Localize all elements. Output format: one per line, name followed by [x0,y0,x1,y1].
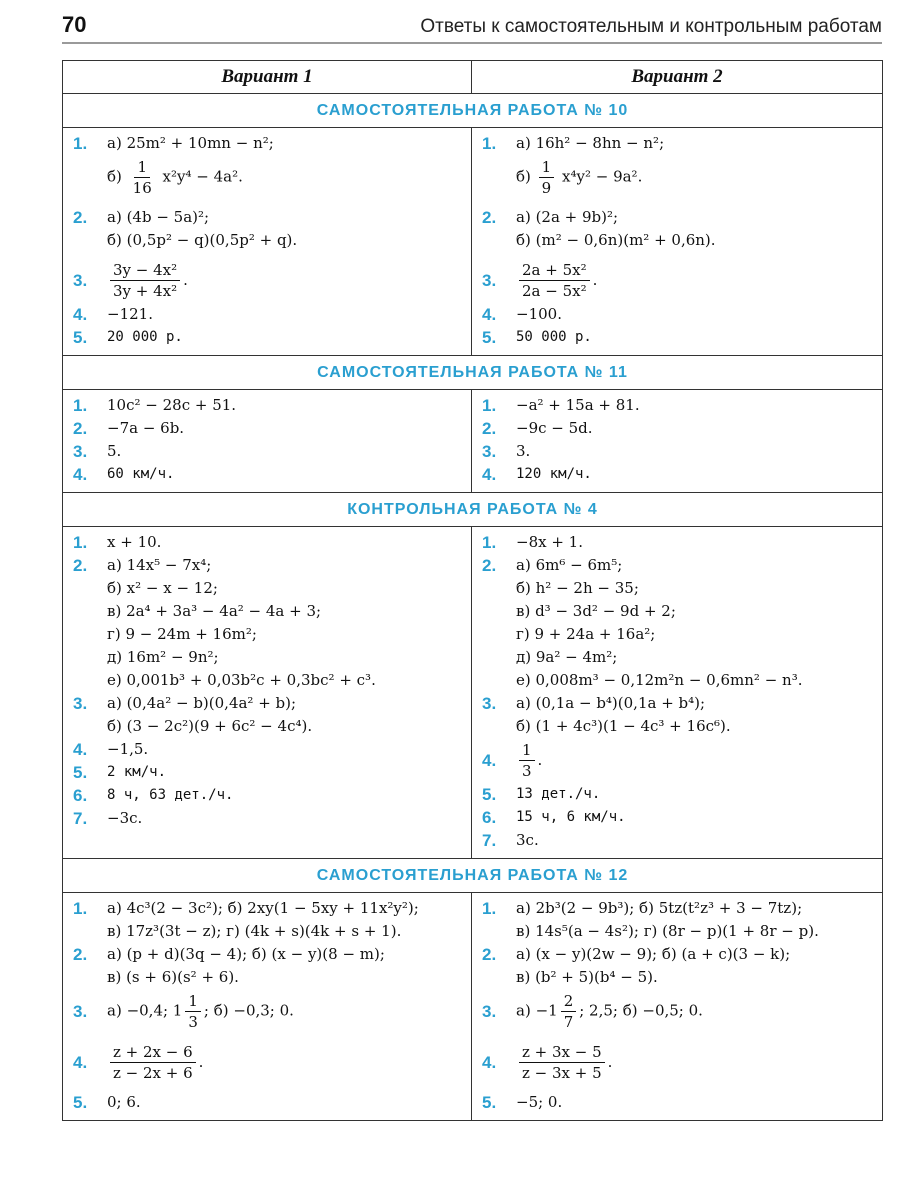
answer-line [516,155,872,200]
item-number: 4. [482,751,497,770]
answer-item [482,989,872,1034]
numerator: 1 [185,991,201,1012]
item-number: 4. [73,465,88,484]
answer-line: −100. [516,305,562,323]
answer-line: 20 000 р. [107,329,183,345]
answer-line: а) 4c³(2 − 3c²); б) 2xy(1 − 5xy + 11x²y²); [107,899,419,917]
answer-line: 0; 6. [107,1093,141,1111]
answer-prefix: б) [107,167,122,186]
answer-line: 3. [516,442,531,460]
item-number: 4. [482,465,497,484]
answer-item [73,394,461,417]
answer-line: 3c. [516,831,539,849]
answer-item [73,463,461,486]
answer-line: а) 2b³(2 − 9b³); б) 5tz(t²z³ + 3 − 7tz); [516,899,803,917]
s12-variant-2 [472,893,883,1121]
s10-variant-1 [63,128,472,356]
answer-line: 8 ч, 63 дет./ч. [107,787,234,803]
answer-item [482,829,872,852]
answer-line: е) 0,001b³ + 0,03b²c + 0,3bc² + c³. [107,671,376,689]
answer-item: 4. $\frac{1}{3}$ . [482,741,543,780]
answer-item [73,303,461,326]
item-number: 3. [482,694,497,713]
answer-item [73,132,461,200]
item-number: 6. [482,808,497,827]
answer-item [482,440,872,463]
fraction [519,740,535,781]
item-number: 3. [73,271,88,290]
fraction [110,260,180,301]
answer-item [482,692,872,738]
item-number: 3. [73,694,88,713]
answer-item [73,989,461,1034]
answer-line: б) (m² − 0,6n)(m² + 0,6n). [516,231,716,249]
k4-variant-2 [472,527,883,859]
answer-line: а) 6m⁶ − 6m⁵; [516,556,623,574]
numerator: 1 [519,740,535,761]
answer-item: 3. $\frac{\text{2a + 5x²}}{\text{2a − 5x²}}$ . [482,261,598,300]
fraction [130,157,155,198]
answer-line: д) 9a² − 4m²; [516,648,618,666]
item-number: 2. [73,208,88,227]
numerator: 1 [134,157,150,178]
answer-line: −121. [107,305,153,323]
answer-line: в) (s + 6)(s² + 6). [107,968,239,986]
answer-line: 2 км/ч. [107,764,167,780]
item-number: 6. [73,786,88,805]
denominator: 7 [563,1013,574,1031]
item-number: 7. [73,809,88,828]
item-number: 7. [482,831,497,850]
item-number: 2. [482,208,497,227]
answer-item [73,761,461,784]
answer-line: 120 км/ч. [516,466,592,482]
answer-item [482,394,872,417]
item-number: 3. [482,1002,497,1021]
answer-line: а) (2a + 9b)²; [516,208,619,226]
page-number: 70 [62,12,87,37]
answer-line: 10c² − 28c + 51. [107,396,237,414]
numerator: z + 3x − 5 [519,1042,605,1063]
answer-line: −3c. [107,809,143,827]
answer-item [73,738,461,761]
s10-variant-2 [472,128,883,356]
section-title-s11: САМОСТОЯТЕЛЬНАЯ РАБОТА № 11 [63,356,883,390]
answer-item [482,806,872,829]
denominator: z − 2x + 6 [113,1064,193,1082]
fraction [519,1042,605,1083]
item-number: 3. [482,271,497,290]
item-number: 5. [73,328,88,347]
answer-line: в) 14s⁵(a − 4s²); г) (8r − p)(1 + 8r − p). [516,922,819,940]
item-number: 3. [482,442,497,461]
answer-line: е) 0,008m³ − 0,12m²n − 0,6mn² − n³. [516,671,803,689]
answer-item [73,531,461,554]
answer-item [73,1091,461,1114]
fraction [519,260,590,301]
answer-line [107,989,294,1034]
page-header [62,12,882,44]
item-number: 2. [73,556,88,575]
item-number: 2. [73,945,88,964]
item-number: 1. [73,396,88,415]
s11-variant-1 [63,390,472,493]
item-number: 5. [73,763,88,782]
item-number: 4. [482,1053,497,1072]
answer-line [107,155,461,200]
answer-item [482,1091,872,1114]
answer-line: 60 км/ч. [107,466,175,482]
item-number: 1. [482,533,497,552]
item-number: 1. [73,899,88,918]
item-number: 1. [73,533,88,552]
answer-line: x + 10. [107,533,162,551]
answer-line: б) (0,5p² − q)(0,5p² + q). [107,231,298,249]
column-header-variant-2: Вариант 2 [472,61,883,94]
answer-item [482,206,872,252]
numerator: 2 [561,991,577,1012]
answer-line: д) 16m² − 9n²; [107,648,219,666]
answer-item [482,943,872,989]
answer-line: а) 14x⁵ − 7x⁴; [107,556,212,574]
item-number: 4. [73,1053,88,1072]
answer-line: а) (0,1a − b⁴)(0,1a + b⁴); [516,694,706,712]
numerator: 3y − 4x² [110,260,180,281]
answer-suffix: x⁴y² − 9a². [562,167,643,186]
answer-line [516,989,703,1034]
item-number: 2. [482,945,497,964]
answer-item [73,807,461,830]
answer-item [73,206,461,252]
answer-item [73,440,461,463]
answer-line: в) 17z³(3t − z); г) (4k + s)(4k + s + 1). [107,922,402,940]
answer-line: а) (4b − 5a)²; [107,208,210,226]
answer-line: 5. [107,442,122,460]
answer-line: −8x + 1. [516,533,583,551]
item-number: 3. [73,1002,88,1021]
section-title-k4: КОНТРОЛЬНАЯ РАБОТА № 4 [63,493,883,527]
denominator: 16 [132,179,152,197]
fraction [539,157,555,198]
answer-item [73,784,461,807]
answer-suffix: ; б) −0,3; 0. [203,1001,294,1020]
item-number: 1. [73,134,88,153]
answer-line: −9c − 5d. [516,419,593,437]
s12-variant-1 [63,893,472,1121]
answer-item [482,132,872,200]
answer-suffix: ; 2,5; б) −0,5; 0. [579,1001,703,1020]
answer-line: а) (x − y)(2w − 9); б) (a + c)(3 − k); [516,945,791,963]
numerator: 2a + 5x² [519,260,590,281]
answer-item [482,783,872,806]
fraction [561,991,577,1032]
answer-item [482,897,872,943]
section-title-s12: САМОСТОЯТЕЛЬНАЯ РАБОТА № 12 [63,859,883,893]
answer-item [482,463,872,486]
answer-prefix: а) −1 [516,1001,558,1020]
answer-line: б) (3 − 2c²)(9 + 6c² − 4c⁴). [107,717,313,735]
answer-item: 3. $\frac{\text{3y − 4x²}}{\text{3y + 4x²}}$ . [73,261,188,300]
answer-line: −7a − 6b. [107,419,185,437]
answer-item [482,417,872,440]
denominator: 3 [188,1013,198,1031]
answer-item [73,943,461,989]
item-number: 2. [482,419,497,438]
answers-table [62,60,883,1121]
answer-line: 13 дет./ч. [516,786,601,802]
fraction [185,991,201,1032]
answer-item [73,692,461,738]
answer-item [482,326,872,349]
item-number: 1. [482,899,497,918]
answer-suffix: x²y⁴ − 4a². [162,167,243,186]
item-number: 1. [482,396,497,415]
denominator: 3y + 4x² [113,282,178,300]
answer-item [482,531,872,554]
answer-prefix: б) [516,167,531,186]
item-number: 5. [482,785,497,804]
item-number: 3. [73,442,88,461]
section-title-s10: САМОСТОЯТЕЛЬНАЯ РАБОТА № 10 [63,94,883,128]
answer-line: а) 16h² − 8hn − n²; [516,134,665,152]
answer-line: −5; 0. [516,1093,563,1111]
answer-line: в) (b² + 5)(b⁴ − 5). [516,968,658,986]
answer-line: −a² + 15a + 81. [516,396,640,414]
item-number: 5. [73,1093,88,1112]
answer-line: а) (0,4a² − b)(0,4a² + b); [107,694,297,712]
answer-line: б) x² − x − 12; [107,579,218,597]
item-number: 1. [482,134,497,153]
answer-line: в) 2a⁴ + 3a³ − 4a² − 4a + 3; [107,602,322,620]
item-number: 4. [482,305,497,324]
s11-variant-2 [472,390,883,493]
item-number: 2. [482,556,497,575]
answer-item: 4. $\frac{z + 3x - 5}{z - 3x + 5}$ . [482,1043,613,1082]
answer-line: г) 9 + 24a + 16a²; [516,625,656,643]
k4-variant-1 [63,527,472,859]
answer-line: а) 25m² + 10mn − n²; [107,134,274,152]
answer-item [73,897,461,943]
answer-item [482,303,872,326]
column-header-variant-1: Вариант 1 [63,61,472,94]
numerator: z + 2x − 6 [110,1042,196,1063]
denominator: 9 [541,179,552,197]
answer-item [482,554,872,692]
item-number: 5. [482,1093,497,1112]
item-number: 4. [73,740,88,759]
answer-item: 4. $\frac{z + 2x - 6}{z - 2x + 6}$ . [73,1043,204,1082]
answer-line: б) (1 + 4c³)(1 − 4c³ + 16c⁶). [516,717,731,735]
answer-line: г) 9 − 24m + 16m²; [107,625,257,643]
answer-line: б) h² − 2h − 35; [516,579,639,597]
answer-prefix: а) −0,4; 1 [107,1001,183,1020]
answer-item [73,326,461,349]
answer-line: 15 ч, 6 км/ч. [516,809,626,825]
item-number: 5. [482,328,497,347]
answer-item [73,417,461,440]
numerator: 1 [539,157,555,178]
answer-line: а) (p + d)(3q − 4); б) (x − y)(8 − m); [107,945,385,963]
denominator: 3 [522,762,532,780]
item-number: 4. [73,305,88,324]
denominator: z − 3x + 5 [522,1064,602,1082]
answer-item [73,554,461,692]
denominator: 2a − 5x² [522,282,587,300]
answer-line: в) d³ − 3d² − 9d + 2; [516,602,676,620]
answer-line: −1,5. [107,740,149,758]
fraction [110,1042,196,1083]
running-title: Ответы к самостоятельным и контрольным работам [420,16,882,37]
answer-line: 50 000 р. [516,329,592,345]
item-number: 2. [73,419,88,438]
